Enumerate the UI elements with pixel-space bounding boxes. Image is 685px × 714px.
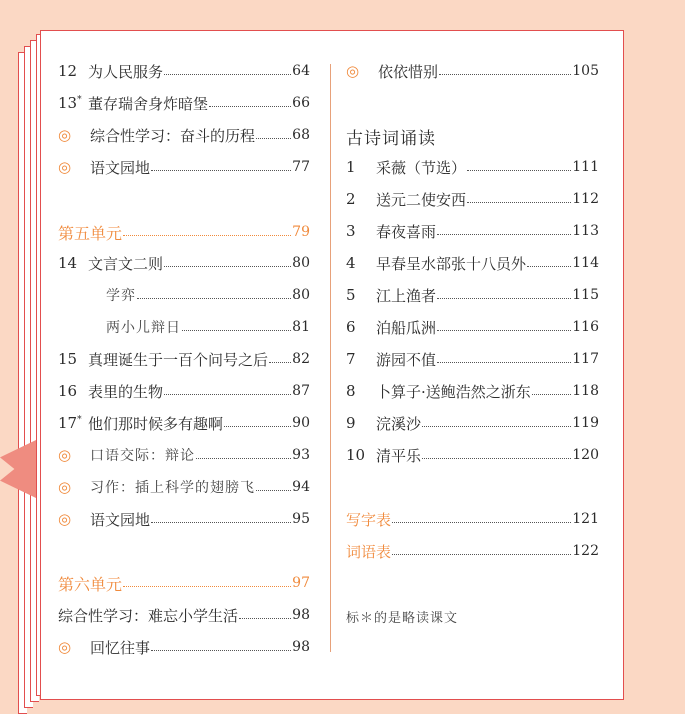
page-number: 80 — [292, 287, 310, 303]
dot-leader — [256, 127, 291, 139]
poem-entry[interactable] — [346, 219, 599, 243]
dot-leader — [164, 255, 291, 267]
dot-leader — [269, 351, 291, 363]
poem-entry[interactable] — [346, 187, 599, 211]
toc-entry[interactable] — [58, 411, 310, 435]
entry-title: 游园不值 — [376, 350, 437, 369]
entry-title: 为人民服务 — [88, 62, 164, 81]
entry-title: 浣溪沙 — [376, 414, 422, 433]
poem-number: 10 — [346, 446, 366, 464]
circle-bullet-icon: ◎ — [346, 62, 360, 80]
poem-number: 8 — [346, 382, 356, 400]
page-number: 116 — [572, 319, 599, 335]
poem-number: 7 — [346, 350, 356, 368]
entry-title: 习作：插上科学的翅膀飞 — [90, 480, 255, 496]
toc-subentry[interactable] — [58, 315, 310, 339]
section-heading: 古诗词诵读 — [346, 129, 436, 149]
circle-bullet-icon: ◎ — [58, 510, 72, 528]
page-number: 111 — [572, 159, 599, 175]
page-number: 113 — [572, 223, 599, 239]
dot-leader — [422, 447, 571, 459]
poem-entry[interactable] — [346, 379, 599, 403]
page-number: 98 — [292, 607, 310, 623]
poem-entry[interactable] — [346, 347, 599, 371]
page-number: 64 — [292, 63, 310, 79]
page-number: 90 — [292, 415, 310, 431]
page-number: 122 — [572, 543, 599, 559]
poem-entry[interactable] — [346, 283, 599, 307]
toc-entry[interactable] — [58, 603, 310, 627]
page-number: 93 — [292, 447, 310, 463]
entry-title: 词语表 — [346, 542, 392, 561]
poem-entry[interactable] — [346, 411, 599, 435]
poem-number: 2 — [346, 190, 356, 208]
entry-title: 文言文二则 — [88, 254, 164, 273]
unit-title: 第六单元 — [58, 574, 123, 594]
page-number: 68 — [292, 127, 310, 143]
toc-entry[interactable] — [58, 475, 310, 499]
lesson-number: 15 — [58, 350, 78, 368]
poem-number: 1 — [346, 158, 356, 176]
entry-title: 回忆往事 — [90, 638, 151, 657]
dot-leader — [196, 447, 291, 459]
dot-leader — [437, 319, 571, 331]
circle-bullet-icon: ◎ — [58, 638, 72, 656]
dot-leader — [137, 287, 291, 299]
toc-entry[interactable] — [58, 91, 310, 115]
lesson-number: 16 — [58, 382, 78, 400]
page-number: 82 — [292, 351, 310, 367]
toc-entry[interactable] — [58, 155, 310, 179]
dot-leader — [123, 575, 291, 587]
page-number: 79 — [292, 224, 310, 240]
page-number: 115 — [572, 287, 599, 303]
lesson-number: 13* — [58, 94, 82, 112]
entry-title: 早春呈水部张十八员外 — [376, 254, 527, 273]
dot-leader — [151, 159, 291, 171]
appendix-entry[interactable] — [346, 539, 599, 563]
dot-leader — [437, 351, 571, 363]
dot-leader — [532, 383, 571, 395]
entry-title: 董存瑞舍身炸暗堡 — [88, 94, 209, 113]
poem-entry[interactable] — [346, 315, 599, 339]
page-number: 94 — [292, 479, 310, 495]
poem-number: 4 — [346, 254, 356, 272]
entry-title: 泊船瓜洲 — [376, 318, 437, 337]
dot-leader — [437, 223, 571, 235]
dot-leader — [164, 63, 291, 75]
page-number: 118 — [572, 383, 599, 399]
entry-title: 写字表 — [346, 510, 392, 529]
star-mark: * — [77, 415, 82, 425]
unit-title: 第五单元 — [58, 223, 123, 243]
page-number: 105 — [572, 63, 599, 79]
star-mark: * — [77, 95, 82, 105]
toc-entry[interactable] — [58, 347, 310, 371]
dot-leader — [182, 319, 291, 331]
dot-leader — [209, 95, 291, 107]
lesson-number: 17* — [58, 414, 82, 432]
entry-title: 学弈 — [106, 288, 136, 304]
toc-entry[interactable] — [58, 59, 310, 83]
dot-leader — [437, 287, 571, 299]
page-number: 87 — [292, 383, 310, 399]
bookmark-ribbon — [0, 440, 36, 498]
unit-heading[interactable] — [58, 571, 310, 595]
page-number: 120 — [572, 447, 599, 463]
dot-leader — [123, 224, 291, 236]
page-number: 119 — [572, 415, 599, 431]
entry-title: 春夜喜雨 — [376, 222, 437, 241]
lesson-number: 12 — [58, 62, 78, 80]
dot-leader — [256, 479, 291, 491]
entry-title: 语文园地 — [90, 510, 151, 529]
dot-leader — [164, 383, 291, 395]
page-number: 80 — [292, 255, 310, 271]
circle-bullet-icon: ◎ — [58, 478, 72, 496]
dot-leader — [151, 639, 291, 651]
page-number: 97 — [292, 575, 310, 591]
page-number: 117 — [572, 351, 599, 367]
entry-title: 语文园地 — [90, 158, 151, 177]
entry-title: 两小儿辩日 — [106, 320, 181, 336]
dot-leader — [239, 607, 291, 619]
page-number: 98 — [292, 639, 310, 655]
poem-number: 9 — [346, 414, 356, 432]
column-divider — [330, 64, 331, 652]
poem-number: 3 — [346, 222, 356, 240]
page-number: 114 — [572, 255, 599, 271]
page-number: 81 — [292, 319, 310, 335]
poem-number: 5 — [346, 286, 356, 304]
entry-title: 采薇（节选） — [376, 158, 467, 177]
circle-bullet-icon: ◎ — [58, 446, 72, 464]
entry-title: 送元二使安西 — [376, 190, 467, 209]
toc-entry[interactable] — [58, 443, 310, 467]
toc-entry[interactable] — [346, 59, 599, 83]
dot-leader — [392, 511, 571, 523]
poem-entry[interactable] — [346, 155, 599, 179]
dot-leader — [224, 415, 291, 427]
page-number: 77 — [292, 159, 310, 175]
dot-leader — [151, 511, 291, 523]
dot-leader — [422, 415, 571, 427]
toc-subentry[interactable] — [58, 283, 310, 307]
toc-entry[interactable] — [58, 635, 310, 659]
lesson-number: 14 — [58, 254, 78, 272]
entry-title: 表里的生物 — [88, 382, 164, 401]
circle-bullet-icon: ◎ — [58, 158, 72, 176]
poem-number: 6 — [346, 318, 356, 336]
dot-leader — [467, 191, 571, 203]
unit-heading[interactable] — [58, 220, 310, 244]
entry-title: 卜算子·送鲍浩然之浙东 — [376, 382, 531, 401]
dot-leader — [527, 255, 571, 267]
dot-leader — [439, 63, 571, 75]
footnote: 标＊的是略读课文 — [346, 611, 459, 626]
entry-title: 他们那时候多有趣啊 — [88, 414, 224, 433]
dot-leader — [392, 543, 571, 555]
entry-title: 综合性学习：难忘小学生活 — [58, 606, 239, 625]
appendix-entry[interactable] — [346, 507, 599, 531]
entry-title: 综合性学习：奋斗的历程 — [90, 126, 256, 145]
poem-entry[interactable] — [346, 251, 599, 275]
poem-entry[interactable] — [346, 443, 599, 467]
entry-title: 依依惜别 — [378, 62, 439, 81]
page-number: 95 — [292, 511, 310, 527]
entry-title: 真理诞生于一百个问号之后 — [88, 350, 269, 369]
toc-entry[interactable] — [58, 507, 310, 531]
page-number: 112 — [572, 191, 599, 207]
entry-title: 江上渔者 — [376, 286, 437, 305]
entry-title: 清平乐 — [376, 446, 422, 465]
toc-entry[interactable] — [58, 379, 310, 403]
page-number: 121 — [572, 511, 599, 527]
circle-bullet-icon: ◎ — [58, 126, 72, 144]
dot-leader — [467, 159, 571, 171]
page-number: 66 — [292, 95, 310, 111]
toc-entry[interactable] — [58, 251, 310, 275]
entry-title: 口语交际：辩论 — [90, 448, 195, 464]
toc-entry[interactable] — [58, 123, 310, 147]
